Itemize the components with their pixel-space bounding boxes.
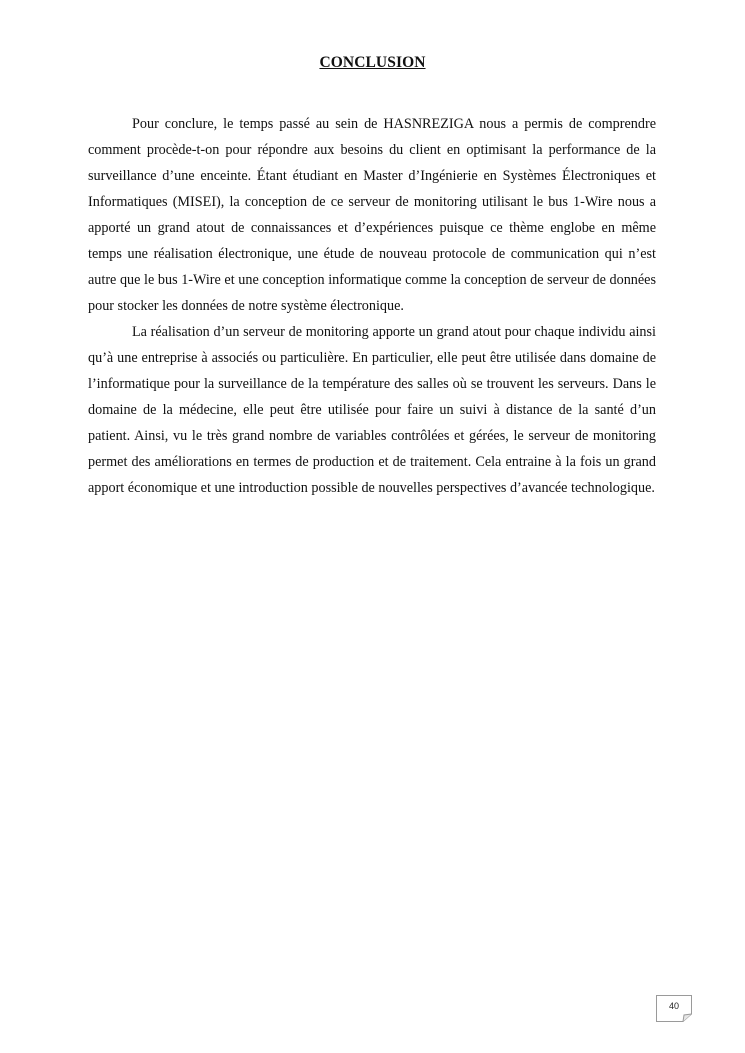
page-number: 40 [668,1001,679,1011]
body-text [88,111,656,501]
paragraph-1: Pour conclure, le temps passé au sein de HASNREZIGA nous a permis de comprendre comment procède-t-on pour répondre aux besoins du client en optimisant la performance de la surveillance d’une enceinte. Étant étudiant en Master d’Ingénierie en Systèmes Électroniques et Informatiques (MISEI), la conception de ce serveur de monitoring utilisant le bus 1-Wire nous a apporté un grand atout de connaissances et d’expériences puisque ce thème englobe en même temps une réalisation électronique, une étude de nouveau protocole de communication qui n’est autre que le bus 1-Wire et une conception informatique comme la conception de serveur de données pour stocker les données de notre système électronique. [88,116,656,314]
page-number-box [656,995,692,1022]
paragraph-2: La réalisation d’un serveur de monitoring apporte un grand atout pour chaque individu ainsi qu’à une entreprise à associés ou particulière. En particulier, elle peut être utilisée dans domaine de l’informatique pour la surveillance de la température des salles où se trouvent les serveurs. Dans le domaine de la médecine, elle peut être utilisée pour faire un suivi à distance de la santé d’un patient. Ainsi, vu le très grand nombre de variables contrôlées et gérées, le serveur de monitoring permet des améliorations en termes de production et de traitement. Cela entraine à la fois un grand apport économique et une introduction possible de nouvelles perspectives d’avancée technologique. [88,324,656,496]
page-title: CONCLUSION [319,54,426,71]
